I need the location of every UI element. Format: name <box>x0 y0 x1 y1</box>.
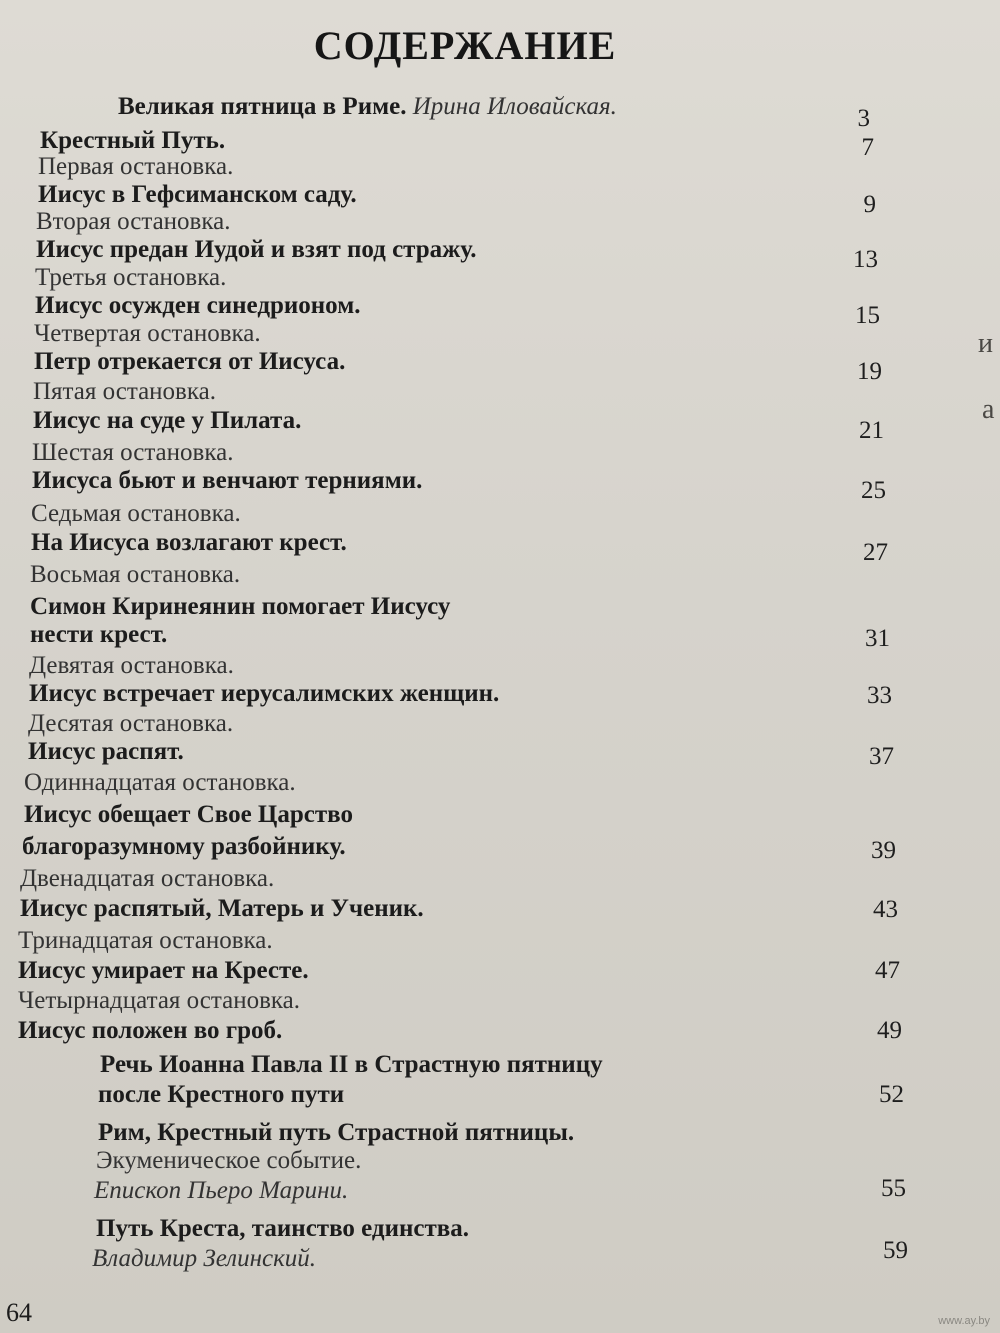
toc-appendix-rome-author: Епископ Пьеро Марини. <box>94 1177 349 1204</box>
toc-author: Ирина Иловайская. <box>406 93 617 120</box>
toc-heading: Иисус в Гефсиманском саду. <box>38 181 357 208</box>
toc-stop-label: Четырнадцатая остановка. <box>18 987 301 1014</box>
toc-page-number: 43 <box>873 896 898 923</box>
toc-appendix-way: Путь Креста, таинство единства. <box>96 1215 470 1242</box>
toc-appendix-speech-continued: после Крестного пути <box>98 1081 345 1108</box>
toc-heading: Иисус встречает иерусалимских женщин. <box>29 680 500 707</box>
toc-page-number: 7 <box>861 134 874 161</box>
toc-page-number: 3 <box>857 105 870 132</box>
watermark: www.ay.by <box>938 1315 990 1327</box>
toc-appendix-rome: Рим, Крестный путь Страстной пятницы. <box>98 1119 575 1146</box>
page-number-footer: 64 <box>6 1298 32 1327</box>
toc-appendix-rome-subtitle: Экуменическое событие. <box>96 1147 362 1174</box>
toc-stop-label: Восьмая остановка. <box>30 561 241 588</box>
toc-entry-great-friday <box>118 92 617 122</box>
toc-page-number: 9 <box>863 191 876 218</box>
toc-title: Великая пятница в Риме. <box>118 93 407 120</box>
toc-stop-label: Одиннадцатая остановка. <box>24 769 296 796</box>
toc-page-number: 49 <box>877 1017 902 1044</box>
toc-page-number: 55 <box>881 1175 906 1202</box>
toc-heading-continued: благоразумному разбойнику. <box>22 833 346 860</box>
toc-page-number: 37 <box>869 743 894 770</box>
toc-page-number: 15 <box>855 302 880 329</box>
toc-heading: Иисус распятый, Матерь и Ученик. <box>20 895 424 922</box>
toc-appendix-speech: Речь Иоанна Павла II в Страстную пятницу <box>100 1051 603 1078</box>
toc-heading: Иисус предан Иудой и взят под стражу. <box>36 236 477 263</box>
toc-appendix-way-author: Владимир Зелинский. <box>92 1245 317 1272</box>
facing-page-text: и <box>978 328 993 359</box>
toc-heading: Иисус на суде у Пилата. <box>33 407 302 434</box>
toc-heading: Иисус умирает на Кресте. <box>18 957 309 984</box>
toc-stop-label: Седьмая остановка. <box>31 500 241 527</box>
toc-page-number: 39 <box>871 837 896 864</box>
toc-heading: Петр отрекается от Иисуса. <box>34 348 346 375</box>
toc-page-number: 21 <box>859 417 884 444</box>
toc-heading-continued: нести крест. <box>30 621 168 648</box>
toc-page-number: 19 <box>857 358 882 385</box>
toc-page-number: 59 <box>883 1237 908 1264</box>
toc-stop-label: Двенадцатая остановка. <box>20 865 275 892</box>
toc-stop-label: Четвертая остановка. <box>34 320 261 347</box>
toc-stop-label: Пятая остановка. <box>33 378 216 405</box>
toc-heading: Крестный Путь. <box>40 127 226 154</box>
facing-page-text: а <box>982 394 995 425</box>
page-title: СОДЕРЖАНИЕ <box>313 23 617 68</box>
toc-stop-label: Десятая остановка. <box>28 710 234 737</box>
toc-stop-label: Девятая остановка. <box>29 652 234 679</box>
toc-stop-label: Тринадцатая остановка. <box>18 927 273 954</box>
toc-page-number: 25 <box>861 477 886 504</box>
toc-page-number: 52 <box>879 1081 904 1108</box>
toc-page-number: 13 <box>853 246 878 273</box>
toc-page-number: 27 <box>863 539 888 566</box>
toc-stop-label: Первая остановка. <box>38 153 234 180</box>
toc-heading: На Иисуса возлагают крест. <box>31 529 347 556</box>
toc-stop-label: Шестая остановка. <box>32 439 234 466</box>
toc-heading: Иисус осужден синедрионом. <box>35 292 361 319</box>
toc-heading: Симон Киринеянин помогает Иисусу <box>30 593 451 620</box>
toc-heading: Иисуса бьют и венчают терниями. <box>32 467 423 494</box>
toc-page-number: 47 <box>875 957 900 984</box>
toc-heading: Иисус распят. <box>28 738 184 765</box>
toc-page-number: 31 <box>865 625 890 652</box>
toc-page-number: 33 <box>867 682 892 709</box>
toc-heading: Иисус обещает Свое Царство <box>24 801 353 828</box>
toc-stop-label: Третья остановка. <box>35 264 227 291</box>
toc-heading: Иисус положен во гроб. <box>18 1017 283 1044</box>
toc-stop-label: Вторая остановка. <box>36 208 231 235</box>
